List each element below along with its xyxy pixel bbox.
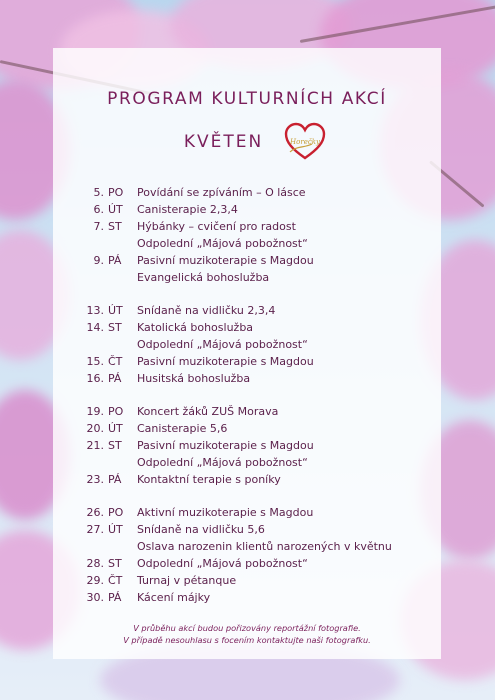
day-number: 5.: [93, 186, 104, 199]
photo-notice-line-2: V případě nesouhlasu s focením kontaktujte naši fotografku.: [123, 635, 371, 645]
weekday: ČT: [108, 355, 123, 368]
weekday: ÚT: [108, 203, 123, 216]
schedule-date: [80, 540, 136, 553]
weekday: PO: [108, 405, 124, 418]
schedule-date: [80, 304, 136, 317]
schedule-date: [80, 355, 136, 368]
month-label: KVĚTEN: [183, 132, 264, 152]
weekday: PÁ: [108, 473, 122, 486]
schedule-date: [80, 439, 136, 452]
day-number: 21.: [86, 439, 104, 452]
day-number: 19.: [86, 405, 104, 418]
event-name: Hýbánky – cvičení pro radost: [137, 220, 296, 233]
day-number: 14.: [86, 321, 104, 334]
schedule-date: [80, 591, 136, 604]
weekday: PÁ: [108, 372, 122, 385]
day-number: 29.: [86, 574, 104, 587]
schedule-date: [80, 456, 136, 469]
event-name: Oslava narozenin klientů narozených v květnu: [137, 540, 392, 553]
day-number: 9.: [93, 254, 104, 267]
day-number: 28.: [86, 557, 104, 570]
month-heading: [0, 132, 495, 152]
event-name: Koncert žáků ZUŠ Morava: [137, 405, 279, 418]
schedule-date: [80, 557, 136, 570]
schedule-date: [80, 271, 136, 284]
day-number: 26.: [86, 506, 104, 519]
weekday: ČT: [108, 574, 123, 587]
schedule-date: [80, 321, 136, 334]
event-name: Canisterapie 2,3,4: [137, 203, 238, 216]
weekday: PO: [108, 506, 124, 519]
schedule-date: [80, 338, 136, 351]
day-number: 7.: [93, 220, 104, 233]
event-name: Povídání se zpíváním – O lásce: [137, 186, 306, 199]
event-name: Pasivní muzikoterapie s Magdou: [137, 355, 314, 368]
event-name: Aktivní muzikoterapie s Magdou: [137, 506, 314, 519]
day-number: 23.: [86, 473, 104, 486]
day-number: 20.: [86, 422, 104, 435]
schedule-date: [80, 186, 136, 199]
event-name: Kontaktní terapie s poníky: [137, 473, 281, 486]
event-name: Pasivní muzikoterapie s Magdou: [137, 439, 314, 452]
weekday: PO: [108, 186, 124, 199]
photo-notice-line-1: V průběhu akcí budou pořizovány reportážní fotografie.: [133, 623, 361, 633]
event-name: Canisterapie 5,6: [137, 422, 228, 435]
logo-text: Horečky: [290, 138, 320, 146]
weekday: PÁ: [108, 254, 122, 267]
event-name: Kácení májky: [137, 591, 211, 604]
event-name: Evangelická bohoslužba: [137, 271, 270, 284]
schedule-date: [80, 237, 136, 250]
weekday: ST: [108, 220, 122, 233]
weekday: ÚT: [108, 523, 123, 536]
event-name: Turnaj v pétanque: [137, 574, 237, 587]
schedule-date: [80, 372, 136, 385]
schedule-date: [80, 422, 136, 435]
day-number: 27.: [86, 523, 104, 536]
day-number: 30.: [86, 591, 104, 604]
schedule-date: [80, 473, 136, 486]
weekday: ST: [108, 439, 122, 452]
photo-notice: [53, 622, 441, 646]
page-title: PROGRAM KULTURNÍCH AKCÍ: [107, 89, 387, 109]
day-number: 13.: [86, 304, 104, 317]
weekday: PÁ: [108, 591, 122, 604]
event-name: Odpolední „Májová pobožnost“: [137, 557, 308, 570]
schedule-date: [80, 203, 136, 216]
day-number: 16.: [86, 372, 104, 385]
event-name: Odpolední „Májová pobožnost“: [137, 237, 308, 250]
day-number: 6.: [93, 203, 104, 216]
heart-logo: [282, 122, 328, 162]
event-name: Husitská bohoslužba: [137, 372, 251, 385]
event-name: Odpolední „Májová pobožnost“: [137, 456, 308, 469]
schedule-date: [80, 574, 136, 587]
weekday: ST: [108, 321, 122, 334]
day-number: 15.: [86, 355, 104, 368]
schedule-date: [80, 506, 136, 519]
schedule-date: [80, 254, 136, 267]
weekday: ÚT: [108, 304, 123, 317]
schedule-date: [80, 220, 136, 233]
schedule-date: [80, 523, 136, 536]
weekday: ST: [108, 557, 122, 570]
event-name: Snídaně na vidličku 5,6: [137, 523, 265, 536]
event-name: Katolická bohoslužba: [137, 321, 254, 334]
event-name: Pasivní muzikoterapie s Magdou: [137, 254, 314, 267]
event-name: Snídaně na vidličku 2,3,4: [137, 304, 276, 317]
event-name: Odpolední „Májová pobožnost“: [137, 338, 308, 351]
weekday: ÚT: [108, 422, 123, 435]
schedule-date: [80, 405, 136, 418]
